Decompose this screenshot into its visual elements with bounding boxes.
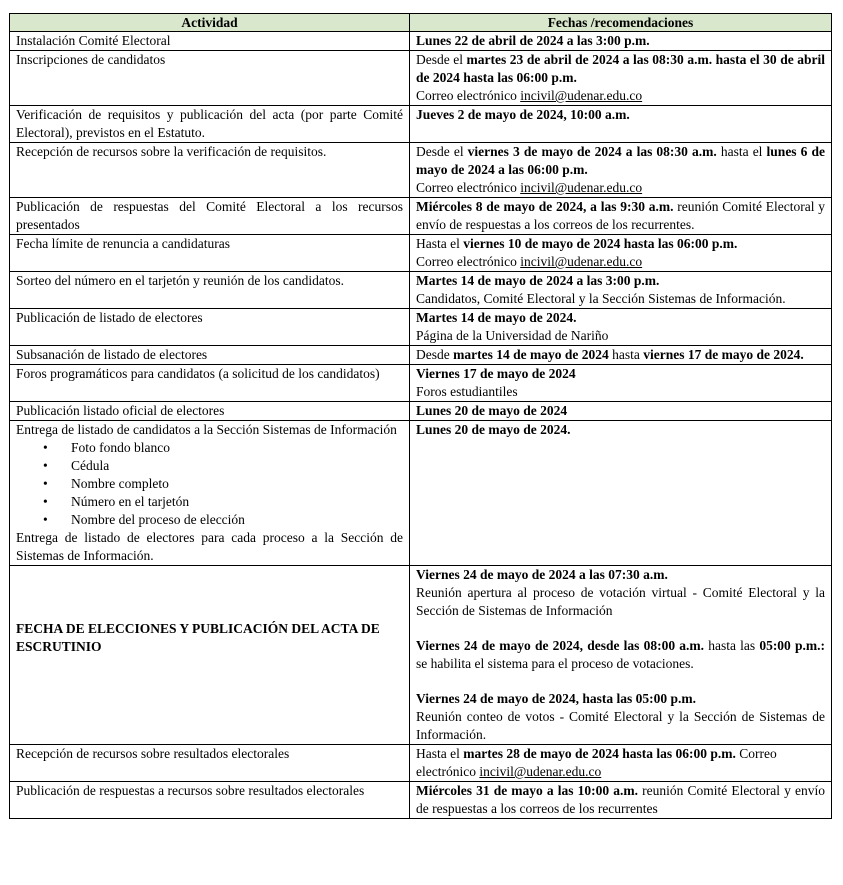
activity-cell: Foros programáticos para candidatos (a solicitud de los candidatos) <box>10 365 410 402</box>
table-row <box>10 365 832 402</box>
date-text: hasta <box>608 347 644 362</box>
date-text: Reunión apertura al proceso de votación virtual - Comité Electoral y la Sección de Sistemas de Información <box>416 585 825 618</box>
date-cell <box>410 365 832 402</box>
date-text: hasta las <box>704 638 760 653</box>
date-strong: lunes 6 de mayo de 2024 a las 06:00 p.m. <box>416 144 826 177</box>
requirements-list <box>16 439 403 529</box>
header-dates: Fechas /recomendaciones <box>410 14 832 32</box>
date-strong: Miércoles 8 de mayo de 2024, a las 9:30 a.m. <box>416 199 674 214</box>
schedule-table <box>9 13 832 819</box>
date-strong: Martes 14 de mayo de 2024 a las 3:00 p.m. <box>416 273 660 288</box>
list-item: • Foto fondo blanco <box>71 439 403 457</box>
activity-cell <box>10 421 410 566</box>
date-strong: Miércoles 31 de mayo a las 10:00 a.m. <box>416 783 638 798</box>
table-row <box>10 51 832 106</box>
email-link[interactable]: incivil@udenar.edu.co <box>520 254 643 269</box>
date-cell <box>410 782 832 819</box>
date-text: Candidatos, Comité Electoral y la Sección Sistemas de Información. <box>416 291 786 306</box>
email-label: Correo electrónico <box>416 88 521 103</box>
activity-cell: Recepción de recursos sobre resultados electorales <box>10 745 410 782</box>
table-row <box>10 402 832 421</box>
date-text: hasta el <box>716 144 767 159</box>
date-cell <box>410 143 832 198</box>
date-strong: martes 28 de mayo de 2024 hasta las 06:00 p.m. <box>463 746 736 761</box>
date-text: Hasta el <box>416 746 464 761</box>
activity-cell: Publicación de respuestas a recursos sobre resultados electorales <box>10 782 410 819</box>
date-strong: viernes 3 de mayo de 2024 a las 08:30 a.m. <box>467 144 717 159</box>
activity-cell: Publicación listado oficial de electores <box>10 402 410 421</box>
date-strong: Viernes 24 de mayo de 2024 a las 07:30 a.m. <box>416 567 668 582</box>
date-text: reunión Comité Electoral y envío de respuestas a los correos de los recurrentes. <box>416 199 825 232</box>
date-strong: martes 14 de mayo de 2024 <box>453 347 609 362</box>
table-row <box>10 32 832 51</box>
date-text: Desde <box>416 347 454 362</box>
date-text: se habilita el sistema para el proceso de votaciones. <box>416 656 694 671</box>
list-item: • Nombre del proceso de elección <box>71 511 403 529</box>
table-row <box>10 782 832 819</box>
list-item: • Nombre completo <box>71 475 403 493</box>
activity-cell: Verificación de requisitos y publicación del acta (por parte Comité Electoral), previstos en el Estatuto. <box>10 106 410 143</box>
activity-cell: Subsanación de listado de electores <box>10 346 410 365</box>
header-activity: Actividad <box>10 14 410 32</box>
date-text: reunión Comité Electoral y envío de respuestas a los correos de los recurrentes <box>416 783 826 816</box>
email-label: Correo electrónico <box>416 254 521 269</box>
date-cell: Lunes 22 de abril de 2024 a las 3:00 p.m. <box>410 32 832 51</box>
date-text: Reunión conteo de votos - Comité Electoral y la Sección de Sistemas de Información. <box>416 709 825 742</box>
activity-text: Entrega de listado de electores para cada proceso a la Sección de Sistemas de Información. <box>16 530 403 563</box>
table-row <box>10 346 832 365</box>
election-title: FECHA DE ELECCIONES Y PUBLICACIÓN DEL ACTA DE ESCRUTINIO <box>16 621 380 654</box>
list-item: • Número en el tarjetón <box>71 493 403 511</box>
table-row <box>10 143 832 198</box>
activity-cell: Instalación Comité Electoral <box>10 32 410 51</box>
activity-cell: Recepción de recursos sobre la verificación de requisitos. <box>10 143 410 198</box>
date-text: Correo electrónico <box>416 746 777 779</box>
table-row <box>10 421 832 566</box>
date-cell: Lunes 20 de mayo de 2024 <box>410 402 832 421</box>
date-strong: viernes 17 de mayo de 2024. <box>643 347 804 362</box>
activity-cell: Fecha límite de renuncia a candidaturas <box>10 235 410 272</box>
date-strong: hasta el 30 de abril de 2024 hasta las 06:00 p.m. <box>416 52 825 85</box>
date-strong: Viernes 24 de mayo de 2024, desde las 08:00 a.m. <box>416 638 705 653</box>
activity-cell <box>10 566 410 745</box>
date-text: Foros estudiantiles <box>416 384 518 399</box>
date-text: Hasta el <box>416 236 464 251</box>
activity-cell: Publicación de respuestas del Comité Electoral a los recursos presentados <box>10 198 410 235</box>
date-strong: Martes 14 de mayo de 2024. <box>416 310 577 325</box>
date-strong: Viernes 17 de mayo de 2024 <box>416 366 576 381</box>
email-label: Correo electrónico <box>416 180 521 195</box>
table-row <box>10 272 832 309</box>
date-strong: 05:00 p.m.: <box>759 638 825 653</box>
table-row <box>10 566 832 745</box>
table-row <box>10 106 832 143</box>
date-cell <box>410 198 832 235</box>
table-row <box>10 309 832 346</box>
table-row <box>10 198 832 235</box>
date-cell: Jueves 2 de mayo de 2024, 10:00 a.m. <box>410 106 832 143</box>
date-cell: Lunes 20 de mayo de 2024. <box>410 421 832 566</box>
list-item: • Cédula <box>71 457 403 475</box>
date-cell <box>410 566 832 745</box>
date-text: Desde el <box>416 52 467 67</box>
date-cell <box>410 272 832 309</box>
email-link[interactable]: incivil@udenar.edu.co <box>520 180 643 195</box>
activity-cell: Publicación de listado de electores <box>10 309 410 346</box>
date-block <box>416 637 825 673</box>
date-text: Desde el <box>416 144 468 159</box>
activity-cell: Inscripciones de candidatos <box>10 51 410 106</box>
date-cell <box>410 309 832 346</box>
date-strong: viernes 10 de mayo de 2024 hasta las 06:00 p.m. <box>463 236 738 251</box>
date-cell <box>410 346 832 365</box>
table-row <box>10 745 832 782</box>
date-cell <box>410 51 832 106</box>
email-link[interactable]: incivil@udenar.edu.co <box>479 764 602 779</box>
date-strong: martes 23 de abril de 2024 a las 08:30 a.m. <box>466 52 713 67</box>
activity-cell: Sorteo del número en el tarjetón y reunión de los candidatos. <box>10 272 410 309</box>
email-link[interactable]: incivil@udenar.edu.co <box>520 88 643 103</box>
header-row <box>10 14 832 32</box>
date-strong: Viernes 24 de mayo de 2024, hasta las 05:00 p.m. <box>416 691 696 706</box>
date-text: Página de la Universidad de Nariño <box>416 328 609 343</box>
activity-text: Entrega de listado de candidatos a la Sección Sistemas de Información <box>16 422 397 437</box>
table-row <box>10 235 832 272</box>
date-cell <box>410 745 832 782</box>
date-cell <box>410 235 832 272</box>
